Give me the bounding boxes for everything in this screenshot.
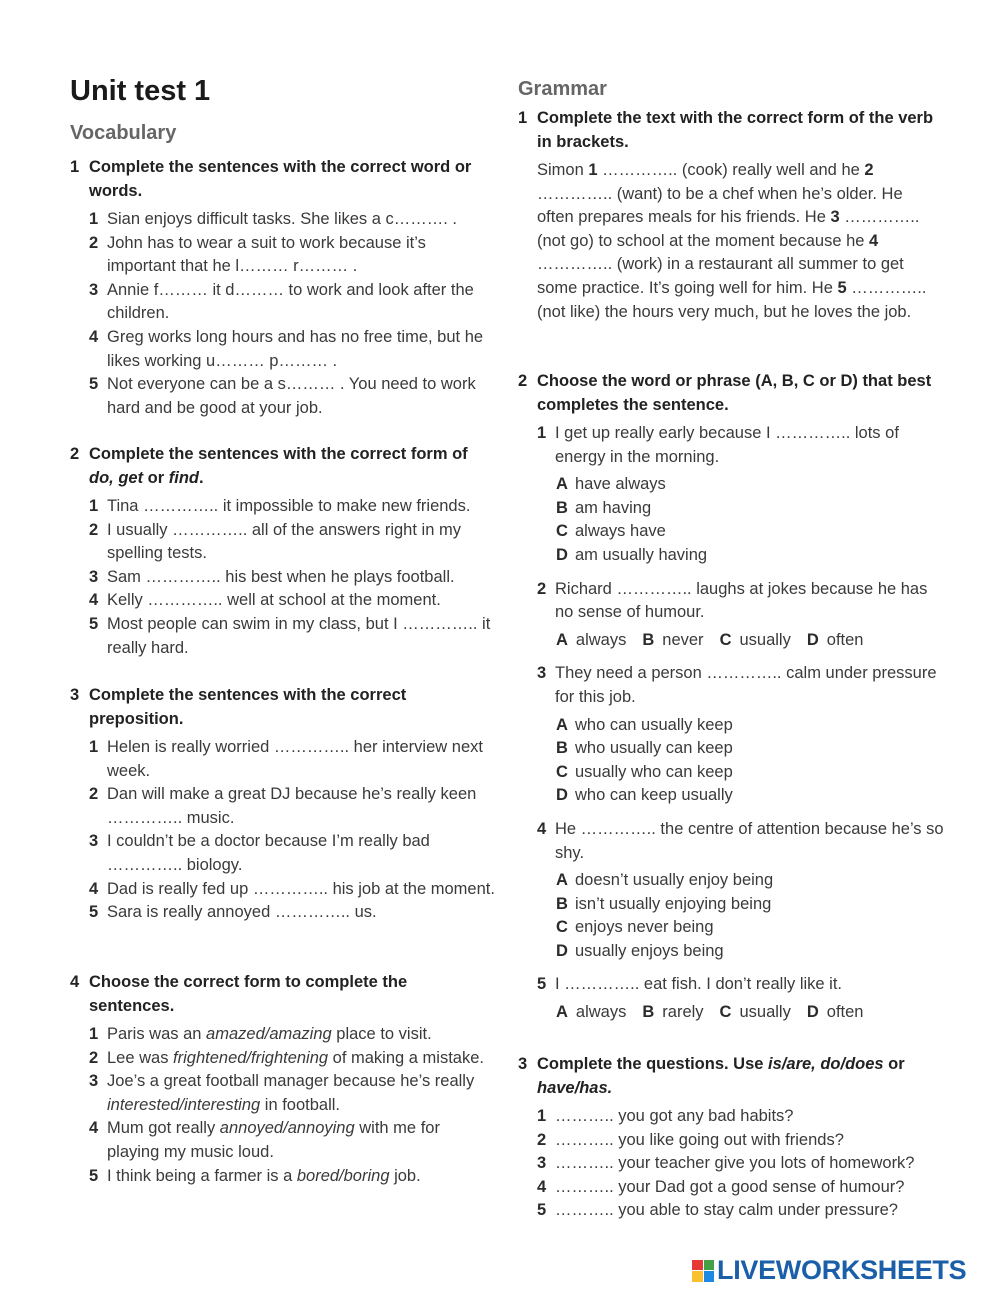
page-title: Unit test 1 (70, 75, 211, 107)
option (556, 893, 948, 917)
option (642, 1001, 703, 1025)
vocabulary-heading: Vocabulary (70, 122, 177, 144)
option-letter: A (556, 1003, 568, 1022)
logo-mark-square (704, 1271, 715, 1282)
mcq-stem (537, 662, 948, 709)
option (556, 497, 948, 521)
item-number: 3 (89, 280, 99, 299)
question-instruction: Complete the sentences with the correct form of do, get or find. (89, 445, 468, 487)
option (556, 761, 948, 785)
option-letter: B (556, 739, 568, 758)
item-number: 4 (537, 819, 547, 838)
options-row (556, 1001, 948, 1025)
item-number: 3 (537, 664, 547, 683)
item-number: 4 (537, 1177, 547, 1196)
gap-number: 4 (869, 231, 879, 250)
grammar-q1-text (537, 159, 937, 324)
list-item (89, 279, 495, 326)
mcq-item (537, 422, 948, 568)
option-text: always have (575, 522, 666, 541)
item-text: Sian enjoys difficult tasks. She likes a c………. . (107, 210, 458, 228)
text-segment: Simon (537, 161, 589, 179)
item-text-post: place to visit. (331, 1025, 432, 1043)
list-item (89, 901, 495, 925)
text-segment: ………….. (want) to be a chef when he’s older. He often prepares meals for his friends. He (537, 184, 903, 227)
option (556, 940, 948, 964)
item-text: Sara is really annoyed ………….. us. (107, 903, 377, 922)
item-text-pre: Joe’s a great football manager because he’s really (107, 1072, 475, 1091)
gap-number: 1 (588, 161, 598, 179)
item-number: 4 (89, 879, 99, 898)
text-segment: ………….. (cook) really well and he (597, 161, 865, 179)
item-text-pre: I think being a farmer is a (107, 1166, 297, 1185)
option-letter: B (556, 498, 568, 517)
list-item (89, 373, 495, 420)
item-text-post: in football. (260, 1095, 340, 1114)
item-number: 5 (89, 1166, 99, 1185)
list-item (89, 326, 495, 373)
list-item (89, 736, 495, 783)
item-choice: annoyed/annoying (219, 1119, 355, 1138)
option-letter: C (719, 630, 732, 649)
logo-mark-square (704, 1260, 715, 1271)
option (556, 714, 948, 738)
item-text: Richard ………….. laughs at jokes because he has no sense of humour. (555, 579, 928, 622)
mcq-item (537, 662, 948, 808)
item-number: 2 (537, 579, 547, 598)
mcq-options (556, 714, 948, 808)
mcq-options (556, 473, 948, 567)
question-instruction: Choose the correct form to complete the sentences. (89, 973, 408, 1015)
logo-mark-icon (692, 1260, 714, 1282)
option (556, 629, 626, 653)
item-text: Tina ………….. it impossible to make new friends. (107, 497, 471, 515)
item-text: Dad is really fed up ………….. his job at the moment. (107, 879, 495, 898)
option (556, 737, 948, 761)
item-choice: amazed/amazing (206, 1025, 332, 1043)
option-letter: C (556, 762, 568, 781)
logo-mark-square (692, 1260, 703, 1271)
question-number: 3 (70, 686, 80, 704)
option-letter: C (556, 918, 568, 937)
grammar-q3-list (537, 1105, 948, 1223)
mcq-stem (537, 422, 948, 469)
item-number: 5 (89, 614, 99, 633)
item-text: ……….. you like going out with friends? (555, 1130, 844, 1149)
option (807, 629, 864, 653)
item-text (107, 1023, 495, 1047)
option-letter: A (556, 630, 568, 649)
mcq-item (537, 578, 948, 653)
option-text: always (575, 630, 627, 649)
logo-mark-square (692, 1271, 703, 1282)
vocab-q2-list (89, 495, 495, 660)
option (556, 916, 948, 940)
item-text-pre: Paris was an (107, 1025, 207, 1043)
option-text: enjoys never being (575, 918, 714, 937)
vocab-question-2 (70, 443, 495, 660)
list-item (89, 783, 495, 830)
item-text (107, 1117, 495, 1164)
logo-text: LIVEWORKSHEETS (717, 1255, 967, 1285)
item-text-pre: Lee was (107, 1048, 174, 1067)
option-text: often (826, 1003, 864, 1022)
item-number: 1 (537, 1107, 547, 1125)
list-item (89, 613, 495, 660)
item-text: ……….. your Dad got a good sense of humour? (555, 1177, 905, 1196)
item-number: 5 (89, 903, 99, 922)
item-text: ……….. your teacher give you lots of homework? (555, 1154, 915, 1173)
text-segment: ………….. (not like) the hours very much, but he loves the job. (537, 278, 927, 321)
option-letter: A (556, 475, 568, 494)
option-text: always (575, 1003, 627, 1022)
option-letter: D (806, 1003, 819, 1022)
option-text: often (826, 630, 864, 649)
option (556, 869, 948, 893)
list-item (89, 232, 495, 279)
mcq-options (556, 1001, 948, 1025)
question-instruction: Complete the sentences with the correct preposition. (89, 686, 407, 728)
liveworksheets-logo[interactable] (692, 1255, 966, 1286)
option-letter: C (719, 1003, 732, 1022)
grammar-question-1 (518, 107, 948, 324)
item-text: Not everyone can be a s……… . You need to work hard and be good at your job. (107, 375, 476, 417)
vocab-q3-list (89, 736, 495, 925)
item-number: 1 (89, 1025, 99, 1043)
grammar-q2-list (518, 422, 948, 1025)
item-text: Annie f……… it d……… to work and look after the children. (107, 280, 474, 323)
item-text (107, 1047, 495, 1071)
item-text: Sam ………….. his best when he plays football. (107, 567, 455, 586)
option-text: who can usually keep (575, 715, 733, 734)
option-text: usually enjoys being (575, 941, 724, 960)
option-text: doesn’t usually enjoy being (575, 871, 774, 890)
list-item (89, 519, 495, 566)
question-instruction: Choose the word or phrase (A, B, C or D) that best completes the sentence. (537, 372, 932, 414)
question-instruction: Complete the questions. Use is/are, do/does or have/has. (537, 1055, 905, 1097)
question-instruction: Complete the text with the correct form of the verb in brackets. (537, 109, 934, 151)
option-text: who usually can keep (575, 739, 733, 758)
grammar-question-3 (518, 1053, 948, 1223)
list-item (537, 1105, 948, 1129)
question-number: 3 (518, 1055, 528, 1073)
text-segment: ………….. (work) in a restaurant all summer to get some practice. It’s going well for him. He (537, 255, 904, 297)
item-number: 2 (89, 520, 99, 539)
question-number: 2 (518, 372, 528, 390)
option-letter: D (806, 630, 819, 649)
option (556, 544, 948, 568)
item-number: 2 (89, 233, 99, 252)
list-item (89, 878, 495, 902)
item-text-post: job. (389, 1166, 421, 1185)
option-text: rarely (662, 1003, 704, 1022)
list-item (89, 566, 495, 590)
item-number: 2 (89, 1048, 99, 1067)
option-letter: D (556, 941, 568, 960)
item-choice: interested/interesting (107, 1095, 261, 1114)
item-text: He ………….. the centre of attention because he’s so shy. (555, 819, 944, 862)
vocab-question-4 (70, 971, 495, 1188)
item-text: Greg works long hours and has no free time, but he likes working u……… p……… . (107, 327, 484, 370)
item-number: 2 (537, 1130, 547, 1149)
item-text-post: of making a mistake. (328, 1048, 484, 1067)
mcq-stem (537, 578, 948, 625)
item-text (107, 1070, 495, 1117)
option (807, 1001, 864, 1025)
item-number: 5 (537, 1201, 547, 1220)
option (556, 520, 948, 544)
option-text: who can keep usually (575, 786, 733, 805)
item-number: 1 (89, 738, 99, 756)
option-letter: C (556, 522, 568, 541)
item-number: 3 (537, 1154, 547, 1173)
list-item (89, 495, 495, 519)
item-number: 4 (89, 1119, 99, 1138)
gap-number: 3 (830, 208, 840, 227)
item-number: 5 (537, 975, 547, 994)
option (556, 1001, 626, 1025)
item-text-post: with me for playing my music loud. (107, 1119, 440, 1161)
list-item (89, 1070, 495, 1117)
vocab-q1-list (89, 208, 495, 420)
item-number: 4 (89, 591, 99, 610)
item-text: They need a person ………….. calm under pressure for this job. (555, 664, 937, 706)
option-text: isn’t usually enjoying being (575, 894, 772, 913)
question-number: 1 (70, 158, 80, 176)
item-choice: bored/boring (296, 1166, 390, 1185)
mcq-options (556, 869, 948, 963)
option-letter: A (556, 871, 568, 890)
list-item (89, 1047, 495, 1071)
item-number: 4 (89, 327, 99, 346)
question-number: 1 (518, 109, 528, 127)
item-text: ……….. you able to stay calm under pressure? (555, 1201, 898, 1220)
item-text: Most people can swim in my class, but I ………….. it really hard. (107, 614, 491, 657)
option (556, 784, 948, 808)
item-number: 3 (89, 1072, 99, 1091)
option (720, 1001, 791, 1025)
item-number: 2 (89, 785, 99, 804)
option-text: have always (575, 475, 666, 494)
question-instruction: Complete the sentences with the correct word or words. (89, 158, 472, 200)
option (642, 629, 703, 653)
option-text: am having (575, 498, 652, 517)
item-number: 3 (89, 567, 99, 586)
question-number: 2 (70, 445, 80, 463)
option-letter: B (556, 894, 568, 913)
item-number: 3 (89, 832, 99, 851)
option-text: usually (739, 1003, 791, 1022)
item-text: John has to wear a suit to work because it’s important that he l……… r……… . (107, 233, 426, 276)
option-letter: B (642, 630, 655, 649)
gap-number: 5 (837, 278, 847, 297)
option-letter: B (642, 1003, 655, 1022)
list-item (89, 208, 495, 232)
item-number: 5 (89, 375, 99, 394)
mcq-item (537, 973, 948, 1024)
mcq-stem (537, 818, 948, 865)
option (556, 473, 948, 497)
list-item (537, 1199, 948, 1223)
item-text-pre: Mum got really (107, 1119, 220, 1138)
option-text: never (662, 630, 704, 649)
item-choice: frightened/frightening (173, 1048, 329, 1067)
question-number: 4 (70, 973, 80, 991)
item-text: I usually ………….. all of the answers right in my spelling tests. (107, 520, 461, 563)
text-segment: ………….. (not go) to school at the moment because he (537, 208, 920, 250)
item-text: ……….. you got any bad habits? (555, 1107, 794, 1125)
grammar-question-2 (518, 370, 948, 1035)
list-item (89, 1117, 495, 1164)
mcq-stem (537, 973, 948, 997)
item-number: 1 (89, 497, 99, 515)
item-text: I ………….. eat fish. I don’t really like it. (555, 975, 843, 994)
option-text: am usually having (575, 545, 708, 564)
list-item (89, 589, 495, 613)
mcq-item (537, 818, 948, 964)
grammar-heading: Grammar (518, 78, 607, 100)
options-row (556, 629, 948, 653)
mcq-options (556, 629, 948, 653)
option-text: usually (739, 630, 791, 649)
option-letter: D (556, 786, 568, 805)
vocab-q4-list (89, 1023, 495, 1188)
list-item (89, 1165, 495, 1189)
item-text: I get up really early because I ………….. lots of energy in the morning. (555, 424, 899, 466)
item-number: 1 (89, 210, 99, 228)
item-text (107, 1165, 495, 1189)
gap-number: 2 (864, 161, 874, 179)
list-item (537, 1176, 948, 1200)
item-text: Helen is really worried ………….. her interview next week. (107, 738, 483, 780)
item-text: Kelly ………….. well at school at the moment. (107, 591, 441, 610)
item-text: I couldn’t be a doctor because I’m really bad ………….. biology. (107, 832, 430, 874)
option-letter: A (556, 715, 568, 734)
item-text: Dan will make a great DJ because he’s really keen ………….. music. (107, 785, 477, 827)
option-text: usually who can keep (575, 762, 733, 781)
list-item (537, 1129, 948, 1153)
item-number: 1 (537, 424, 547, 442)
list-item (89, 830, 495, 877)
vocab-question-1 (70, 156, 495, 420)
list-item (89, 1023, 495, 1047)
list-item (537, 1152, 948, 1176)
vocab-question-3 (70, 684, 495, 925)
option (720, 629, 791, 653)
option-letter: D (556, 545, 568, 564)
